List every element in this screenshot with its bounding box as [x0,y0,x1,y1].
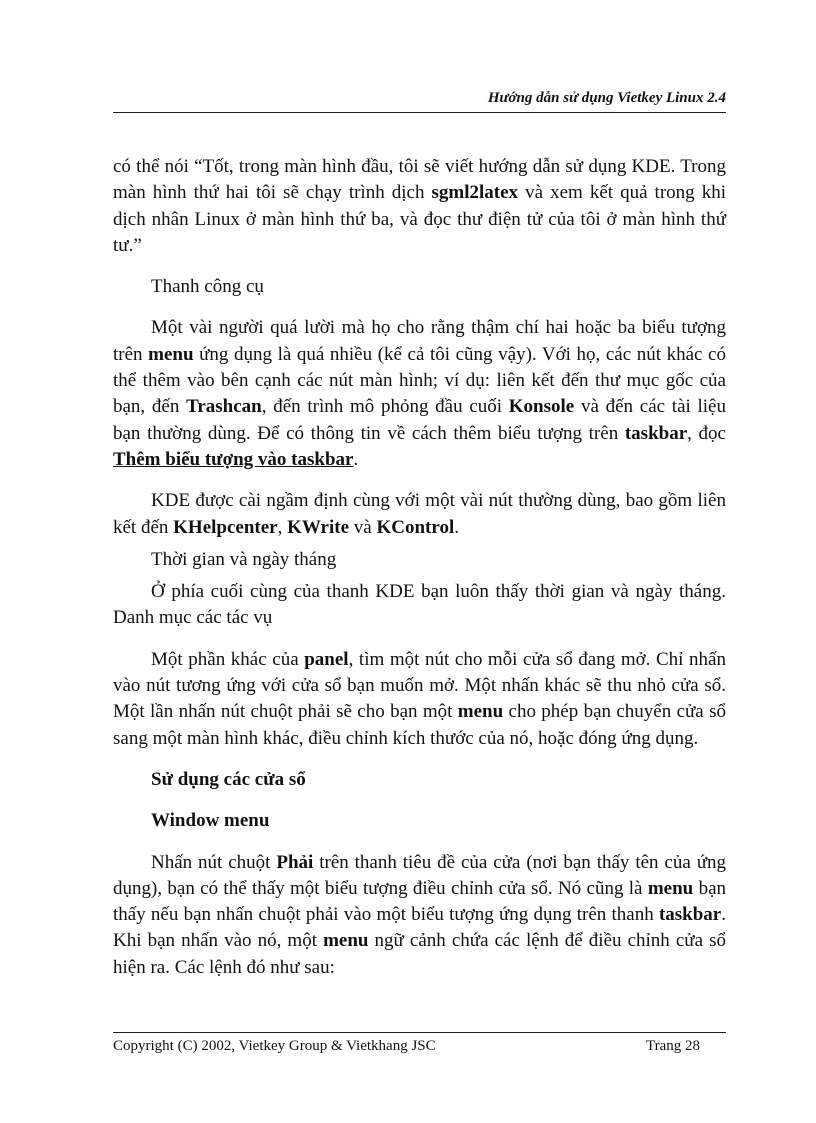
paragraph-time-date-title: Thời gian và ngày tháng [151,548,337,570]
paragraph-task-list: Một phần khác của panel, tìm một nút cho mỗi cửa sổ đang mở. Chỉ nhấn vào nút tương ứng với cửa sổ bạn muốn mở. Một nhấn khác sẽ thu nhỏ cửa sổ. Một lần nhấn nút chuột phải sẽ cho bạn một menu cho phép bạn chuyển cửa sổ sang một màn hình khác, điều chỉnh kích thước của nó, hoặc đóng ứng dụng. [113,648,726,749]
paragraph-intro-continuation: có thể nói “Tốt, trong màn hình đầu, tôi sẽ viết hướng dẫn sử dụng KDE. Trong màn hình thứ hai tôi sẽ chạy trình dịch sgml2latex và xem kết quả trong khi dịch nhân Linux ở màn hình thứ ba, và đọc thư điện tử của tôi ở màn hình thứ tư.” [113,156,726,256]
paragraph-toolbar: Một vài người quá lười mà họ cho rằng thậm chí hai hoặc ba biểu tượng trên menu ứng dụng là quá nhiều (kể cả tôi cũng vậy). Với họ, các nút khác có thể thêm vào bên cạnh các nút màn hình; ví dụ: liên kết đến thư mục gốc của bạn, đến Trashcan, đến trình mô phỏng đầu cuối Konsole và đến các tài liệu bạn thường dùng. Để có thông tin về cách thêm biểu tượng trên taskbar, đọc Thêm biểu tượng vào taskbar. [113,317,726,470]
section-heading-window-menu: Window menu [151,810,270,832]
section-heading-using-windows: Sử dụng các cửa sổ [151,768,306,790]
running-header: Hướng dẫn sử dụng Vietkey Linux 2.4 [487,90,726,106]
footer-page-number: Trang 28 [646,1038,701,1054]
paragraph-window-menu: Nhấn nút chuột Phải trên thanh tiêu đề của cửa (nơi bạn thấy tên của ứng dụng), bạn có thể thấy một biểu tượng điều chỉnh cửa sổ. Nó cũng là menu bạn thấy nếu bạn nhấn chuột phải vào một biểu tượng ứng dụng trên thanh taskbar. Khi bạn nhấn vào nó, một menu ngữ cảnh chứa các lệnh để điều chỉnh cửa sổ hiện ra. Các lệnh đó như sau: [113,851,727,978]
paragraph-time-date: Ở phía cuối cùng của thanh KDE bạn luôn thấy thời gian và ngày tháng. Danh mục các tác vụ [113,581,726,629]
header-divider [113,112,726,113]
footer-copyright: Copyright (C) 2002, Vietkey Group & Vietkhang JSC [113,1038,436,1054]
add-taskbar-icon-link[interactable]: Thêm biểu tượng vào taskbar [113,448,354,470]
paragraph-toolbar-title: Thanh công cụ [151,276,264,298]
paragraph-default-buttons: KDE được cài ngầm định cùng với một vài nút thường dùng, bao gồm liên kết đến KHelpcenter, KWrite và KControl. [113,490,726,538]
page-body [113,154,726,981]
footer-divider [113,1032,726,1033]
